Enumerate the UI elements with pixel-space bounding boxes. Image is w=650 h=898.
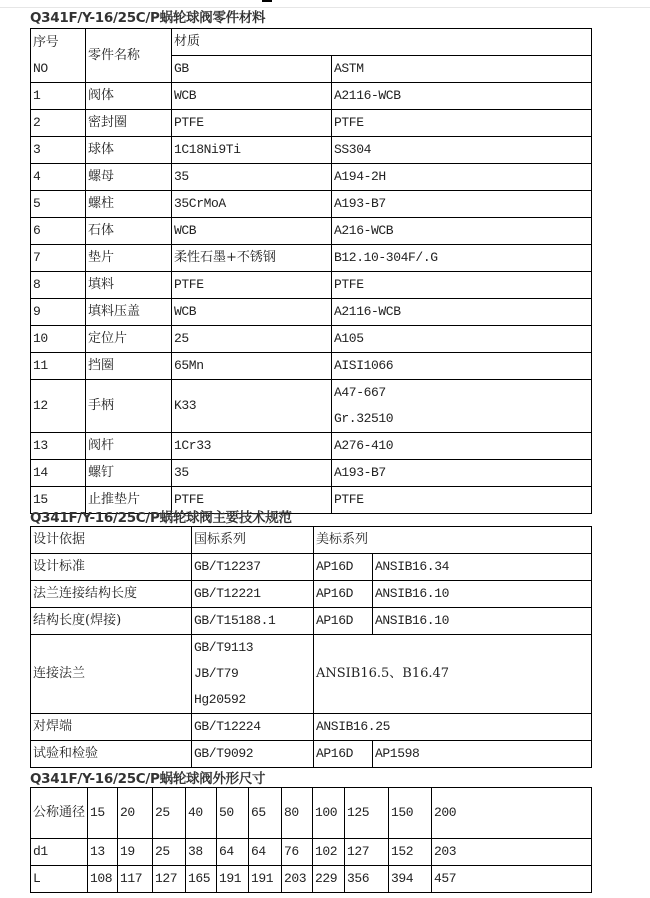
us-standard-cell: AP16D [314,554,373,581]
table-row [31,635,592,714]
no-cell: 10 [31,326,86,353]
name-cell: 止推垫片 [86,487,172,514]
gb-cell: PTFE [172,272,332,299]
gb-standard-cell: GB/T12237 [192,554,314,581]
table-row [31,245,592,272]
gb-cell: 柔性石墨+不锈钢 [172,245,332,272]
header-material: 材质 [172,29,592,56]
no-cell: 3 [31,137,86,164]
table-row [31,460,592,487]
no-cell: 4 [31,164,86,191]
gb-cell: WCB [172,299,332,326]
header-gb-series: 国标系列 [192,527,314,554]
astm-cell: A216-WCB [332,218,592,245]
gb-cell: K33 [172,380,332,433]
gb-cell: 35 [172,164,332,191]
table-row [31,83,592,110]
value-cell: 117 [118,866,153,893]
table-row [31,866,592,893]
parts-materials-table [30,28,592,514]
value-cell: 203 [432,839,592,866]
us-standard-cell-2: ANSIB16.10 [373,581,592,608]
value-cell: 152 [389,839,432,866]
gb-cell: 35CrMoA [172,191,332,218]
us-standard-cell: AP16D [314,608,373,635]
name-cell: 螺母 [86,164,172,191]
astm-cell: A276-410 [332,433,592,460]
header-astm: ASTM [332,56,592,83]
astm-cell: A194-2H [332,164,592,191]
basis-cell: 对焊端 [31,714,192,741]
gb-cell: PTFE [172,487,332,514]
dims-title: Q341F/Y-16/25C/P蜗轮球阀外形尺寸 [30,771,266,787]
specs-table [30,526,592,768]
value-cell: 50 [217,788,249,839]
value-cell: 191 [217,866,249,893]
header-no: 序号 NO [31,29,86,83]
gb-standard-cell: GB/T15188.1 [192,608,314,635]
astm-cell: B12.10-304F/.G [332,245,592,272]
no-cell: 2 [31,110,86,137]
value-cell: 80 [282,788,313,839]
value-cell: 200 [432,788,592,839]
value-cell: 19 [118,839,153,866]
value-cell: 25 [153,839,186,866]
value-cell: 191 [249,866,282,893]
name-cell: 定位片 [86,326,172,353]
table-row [31,326,592,353]
table-row [31,353,592,380]
table-row [31,299,592,326]
table-row [31,714,592,741]
value-cell: 356 [345,866,389,893]
value-cell: 165 [186,866,217,893]
table-row [31,839,592,866]
table-row [31,554,592,581]
value-cell: 102 [313,839,345,866]
name-cell: 手柄 [86,380,172,433]
value-cell: 150 [389,788,432,839]
row-label-cell: 公称通径 [31,788,88,839]
name-cell: 密封圈 [86,110,172,137]
value-cell: 38 [186,839,217,866]
value-cell: 15 [88,788,118,839]
basis-cell: 试验和检验 [31,741,192,768]
basis-cell: 连接法兰 [31,635,192,714]
us-standard-cell: ANSIB16.5、B16.47 [314,635,592,714]
astm-cell: A105 [332,326,592,353]
astm-cell: A2116-WCB [332,299,592,326]
value-cell: 203 [282,866,313,893]
us-standard-cell-2: ANSIB16.34 [373,554,592,581]
value-cell: 65 [249,788,282,839]
specs-title: Q341F/Y-16/25C/P蜗轮球阀主要技术规范 [30,510,292,526]
name-cell: 填料 [86,272,172,299]
gb-standard-cell: GB/T9113 JB/T79 Hg20592 [192,635,314,714]
astm-cell: PTFE [332,272,592,299]
value-cell: 229 [313,866,345,893]
us-standard-cell-2: ANSIB16.10 [373,608,592,635]
name-cell: 石体 [86,218,172,245]
name-cell: 螺柱 [86,191,172,218]
us-standard-cell: ANSIB16.25 [314,714,592,741]
gb-cell: WCB [172,218,332,245]
gb-standard-cell: GB/T9092 [192,741,314,768]
gb-cell: PTFE [172,110,332,137]
name-cell: 阀体 [86,83,172,110]
no-cell: 13 [31,433,86,460]
no-cell: 12 [31,380,86,433]
name-cell: 垫片 [86,245,172,272]
table-row [31,788,592,839]
value-cell: 127 [345,839,389,866]
no-cell: 8 [31,272,86,299]
basis-cell: 法兰连接结构长度 [31,581,192,608]
no-cell: 11 [31,353,86,380]
table-row [31,191,592,218]
astm-cell: AISI1066 [332,353,592,380]
astm-cell: A2116-WCB [332,83,592,110]
us-standard-cell: AP16D [314,581,373,608]
value-cell: 394 [389,866,432,893]
gb-cell: 25 [172,326,332,353]
table-row [31,110,592,137]
value-cell: 40 [186,788,217,839]
astm-cell: SS304 [332,137,592,164]
no-cell: 14 [31,460,86,487]
gb-cell: 65Mn [172,353,332,380]
value-cell: 25 [153,788,186,839]
value-cell: 108 [88,866,118,893]
gb-cell: WCB [172,83,332,110]
table-row [31,272,592,299]
table-row [31,137,592,164]
basis-cell: 设计标准 [31,554,192,581]
table-row [31,218,592,245]
value-cell: 13 [88,839,118,866]
row-label-cell: L [31,866,88,893]
table-row [31,608,592,635]
name-cell: 阀杆 [86,433,172,460]
gb-cell: 1Cr33 [172,433,332,460]
astm-cell: PTFE [332,487,592,514]
astm-cell: A47-667 Gr.32510 [332,380,592,433]
value-cell: 127 [153,866,186,893]
parts-title: Q341F/Y-16/25C/P蜗轮球阀零件材料 [30,10,266,26]
gb-cell: 1C18Ni9Ti [172,137,332,164]
astm-cell: A193-B7 [332,191,592,218]
no-cell: 7 [31,245,86,272]
us-standard-cell-2: AP1598 [373,741,592,768]
basis-cell: 结构长度(焊接) [31,608,192,635]
table-row [31,433,592,460]
gb-standard-cell: GB/T12224 [192,714,314,741]
value-cell: 100 [313,788,345,839]
name-cell: 挡圈 [86,353,172,380]
table-row [31,581,592,608]
row-label-cell: d1 [31,839,88,866]
header-gb: GB [172,56,332,83]
no-cell: 15 [31,487,86,514]
value-cell: 20 [118,788,153,839]
name-cell: 填料压盖 [86,299,172,326]
table-row [31,164,592,191]
no-cell: 6 [31,218,86,245]
no-cell: 1 [31,83,86,110]
astm-cell: PTFE [332,110,592,137]
table-row [31,741,592,768]
name-cell: 球体 [86,137,172,164]
value-cell: 64 [217,839,249,866]
gb-standard-cell: GB/T12221 [192,581,314,608]
value-cell: 457 [432,866,592,893]
gb-cell: 35 [172,460,332,487]
name-cell: 螺钉 [86,460,172,487]
no-cell: 9 [31,299,86,326]
table-row [31,380,592,433]
value-cell: 76 [282,839,313,866]
header-basis: 设计依据 [31,527,192,554]
dimensions-table [30,787,592,893]
value-cell: 64 [249,839,282,866]
header-name: 零件名称 [86,29,172,83]
astm-cell: A193-B7 [332,460,592,487]
no-cell: 5 [31,191,86,218]
us-standard-cell: AP16D [314,741,373,768]
value-cell: 125 [345,788,389,839]
top-mark [262,0,272,2]
header-us-series: 美标系列 [314,527,592,554]
